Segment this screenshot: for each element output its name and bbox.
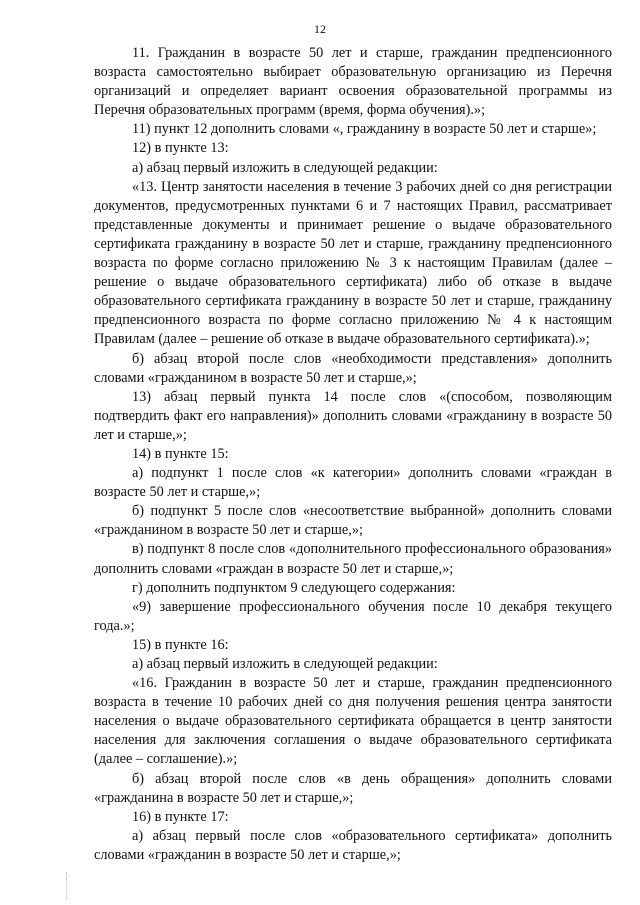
paragraph-19: а) абзац первый после слов «образовательного сертификата» дополнить словами «гражданин в возрасте 50 лет и старше,»; <box>94 827 612 863</box>
paragraph-9: а) подпункт 1 после слов «к категории» дополнить словами «граждан в возрасте 50 лет и старше,»; <box>94 465 612 501</box>
paragraph-10: б) подпункт 5 после слов «несоответствие выбранной» дополнить словами «гражданином в возрасте 50 лет и старше,»; <box>94 503 612 539</box>
paragraph-12: г) дополнить подпунктом 9 следующего содержания: <box>132 579 456 596</box>
paragraph-17: б) абзац второй после слов «в день обращения» дополнить словами «гражданина в возрасте 50 лет и старше,»; <box>94 770 612 806</box>
paragraph-6: б) абзац второй после слов «необходимости представления» дополнить словами «гражданином в возрасте 50 лет и старше,»; <box>94 350 612 386</box>
paragraph-1: 11. Гражданин в возрасте 50 лет и старше, гражданин предпенсионного возраста самостоятельно выбирает образовательную организацию из Перечня организаций и определяет вариант освоения образовательной программы из Перечня образовательных программ (время, форма обучения).»; <box>94 45 612 119</box>
page-number: 12 <box>314 22 326 36</box>
paragraph-18: 16) в пункте 17: <box>132 808 229 825</box>
paragraph-16: «16. Гражданин в возрасте 50 лет и старше, гражданин предпенсионного возраста в течение 10 рабочих дней со дня получения решения центра занятости населения о выдаче образовательного сертификата обращается в центр занятости населения для заключения соглашения о выдаче образовательного сертификата (далее – соглашение).»; <box>94 675 612 768</box>
paragraph-5: «13. Центр занятости населения в течение 3 рабочих дней со дня регистрации документов, предусмотренных пунктами 6 и 7 настоящих Правил, рассматривает представленные документы и принимает решение о выдаче образовательного сертификата гражданину в возрасте 50 лет и старше, гражданину предпенсионного возраста по форме согласно приложению № 3 к настоящим Правилам (далее – решение о выдаче образовательного сертификата) либо об отказе в выдаче образовательного сертификата гражданину в возрасте 50 лет и старше, гражданину предпенсионного возраста по форме согласно приложению № 4 к настоящим Правилам (далее – решение об отказе в выдаче образовательного сертификата).»; <box>94 178 612 348</box>
paragraph-13: «9) завершение профессионального обучения после 10 декабря текущего года.»; <box>94 598 612 634</box>
paragraph-11: в) подпункт 8 после слов «дополнительного профессионального образования» дополнить словами «граждан в возрасте 50 лет и старше,»; <box>94 541 612 577</box>
paragraph-14: 15) в пункте 16: <box>132 636 229 653</box>
scan-edge-mark <box>66 872 67 900</box>
document-body <box>94 44 612 865</box>
paragraph-4: а) абзац первый изложить в следующей редакции: <box>132 159 438 176</box>
paragraph-15: а) абзац первый изложить в следующей редакции: <box>132 656 438 672</box>
paragraph-7: 13) абзац первый пункта 14 после слов «(способом, позволяющим подтвердить факт его направления)» дополнить словами «гражданину в возрасте 50 лет и старше,»; <box>94 388 612 443</box>
paragraph-8: 14) в пункте 15: <box>132 445 229 462</box>
paragraph-2: 11) пункт 12 дополнить словами «, гражданину в возрасте 50 лет и старше»; <box>132 121 597 138</box>
paragraph-3: 12) в пункте 13: <box>132 140 229 157</box>
